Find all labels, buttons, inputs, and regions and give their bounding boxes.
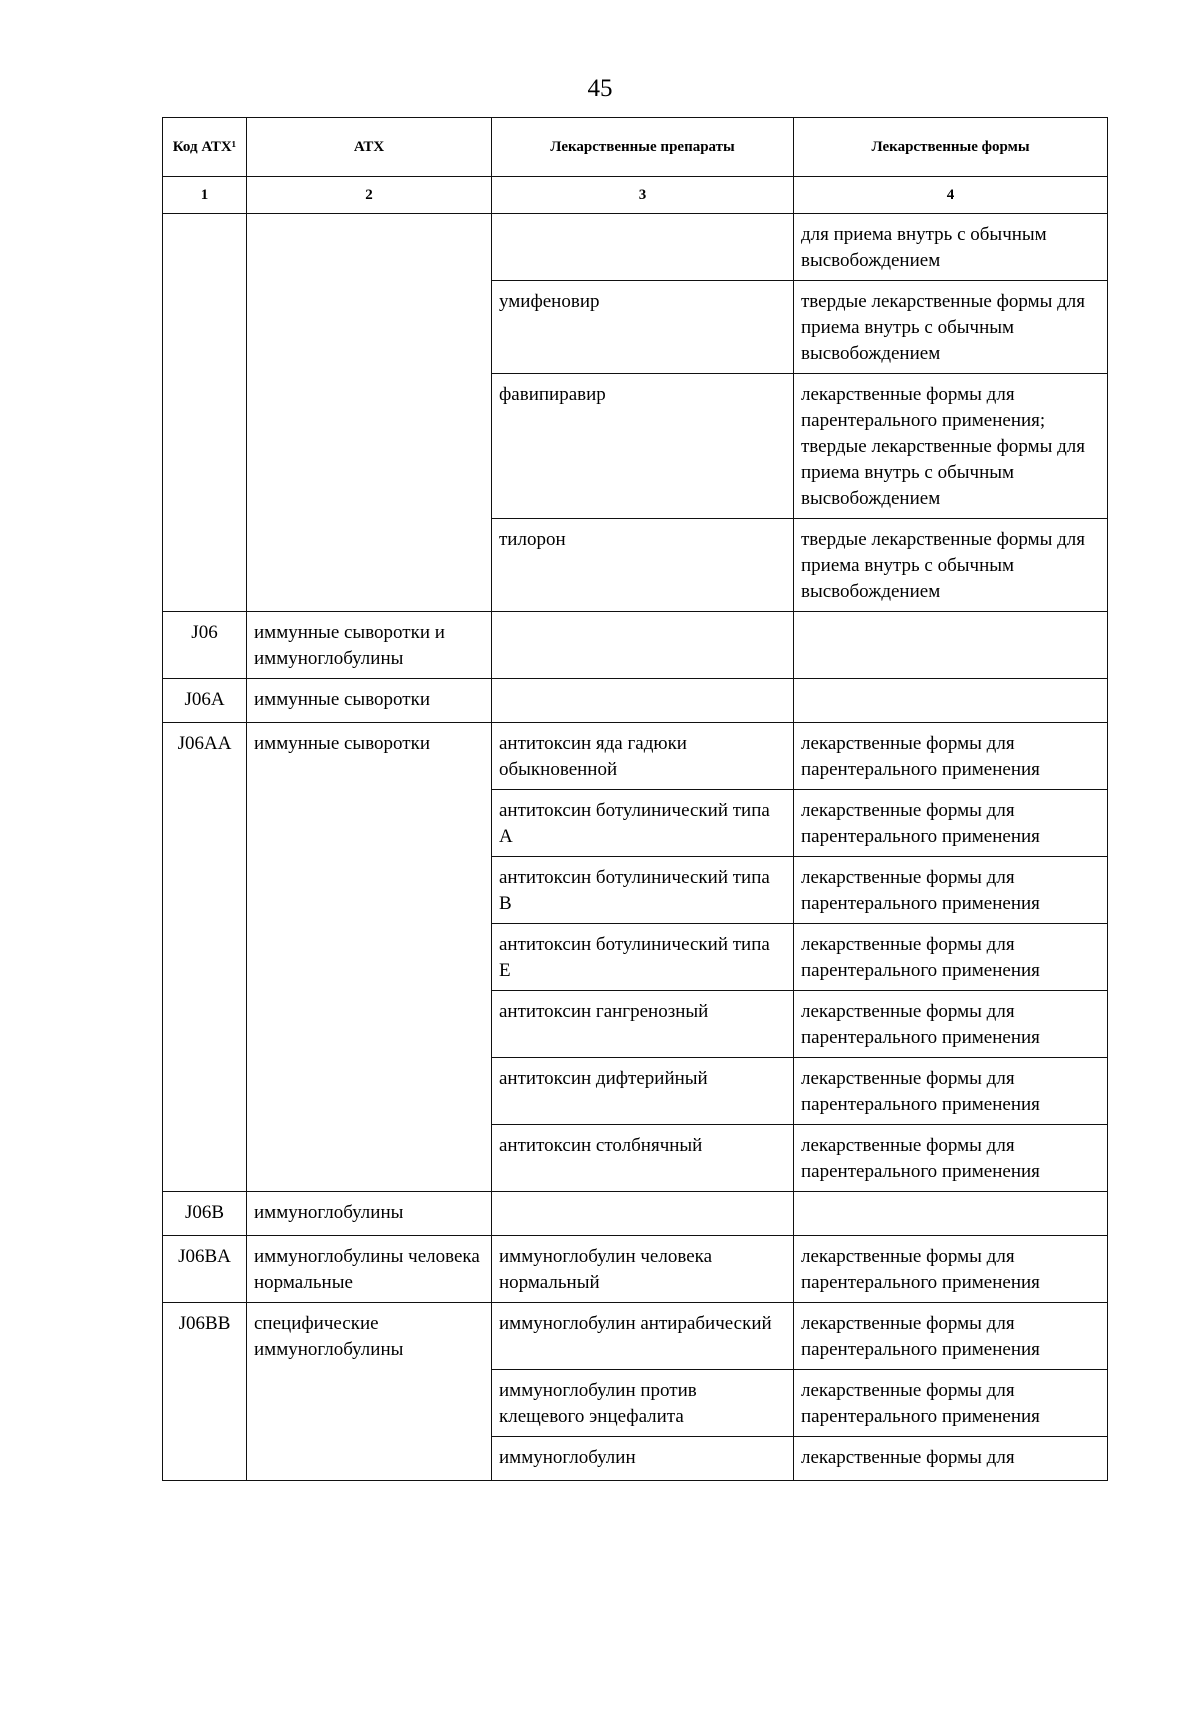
table-row bbox=[163, 612, 1108, 679]
drug-cell: фавипиравир bbox=[492, 374, 794, 519]
drug-cell: иммуноглобулин антирабический bbox=[492, 1303, 794, 1370]
form-cell bbox=[794, 679, 1108, 723]
form-cell: лекарственные формы для парентерального применения bbox=[794, 857, 1108, 924]
form-cell: твердые лекарственные формы для приема внутрь с обычным высвобождением bbox=[794, 281, 1108, 374]
atc-name-cell: иммунные сыворотки bbox=[247, 723, 492, 1192]
atc-code-cell: J06 bbox=[163, 612, 247, 679]
form-cell: лекарственные формы для парентерального применения bbox=[794, 1058, 1108, 1125]
atc-name-cell: иммуноглобулины bbox=[247, 1192, 492, 1236]
atc-code-cell: J06B bbox=[163, 1192, 247, 1236]
form-cell: лекарственные формы для парентерального применения bbox=[794, 1370, 1108, 1437]
drug-cell: антитоксин ботулинический типа B bbox=[492, 857, 794, 924]
column-number: 2 bbox=[247, 177, 492, 214]
atc-name-cell: иммунные сыворотки bbox=[247, 679, 492, 723]
drug-cell bbox=[492, 612, 794, 679]
header-atc: АТХ bbox=[247, 118, 492, 177]
header-forms: Лекарственные формы bbox=[794, 118, 1108, 177]
drug-cell: антитоксин гангренозный bbox=[492, 991, 794, 1058]
drug-cell bbox=[492, 214, 794, 281]
column-number: 1 bbox=[163, 177, 247, 214]
table-row bbox=[163, 723, 1108, 790]
drug-cell: антитоксин ботулинический типа A bbox=[492, 790, 794, 857]
table-row bbox=[163, 1236, 1108, 1303]
drug-cell bbox=[492, 1192, 794, 1236]
form-cell: для приема внутрь с обычным высвобождением bbox=[794, 214, 1108, 281]
atc-name-cell: специфические иммуноглобулины bbox=[247, 1303, 492, 1481]
atc-code-cell: J06A bbox=[163, 679, 247, 723]
drug-cell: антитоксин дифтерийный bbox=[492, 1058, 794, 1125]
drug-cell: иммуноглобулин bbox=[492, 1437, 794, 1481]
column-numbering-row bbox=[163, 177, 1108, 214]
medicines-table bbox=[162, 117, 1108, 1481]
table-row bbox=[163, 1303, 1108, 1370]
atc-code-cell: J06BB bbox=[163, 1303, 247, 1481]
form-cell: лекарственные формы для парентерального применения bbox=[794, 924, 1108, 991]
drug-cell: тилорон bbox=[492, 519, 794, 612]
form-cell: твердые лекарственные формы для приема внутрь с обычным высвобождением bbox=[794, 519, 1108, 612]
column-number: 3 bbox=[492, 177, 794, 214]
form-cell: лекарственные формы для парентерального применения bbox=[794, 991, 1108, 1058]
header-row bbox=[163, 118, 1108, 177]
page-number: 45 bbox=[587, 75, 613, 102]
form-cell: лекарственные формы для парентерального применения bbox=[794, 1125, 1108, 1192]
drug-cell: антитоксин ботулинический типа E bbox=[492, 924, 794, 991]
header-drugs: Лекарственные препараты bbox=[492, 118, 794, 177]
table-row bbox=[163, 1192, 1108, 1236]
column-number: 4 bbox=[794, 177, 1108, 214]
form-cell: лекарственные формы для парентерального применения bbox=[794, 790, 1108, 857]
atc-name-cell bbox=[247, 214, 492, 612]
drug-cell: иммуноглобулин человека нормальный bbox=[492, 1236, 794, 1303]
form-cell: лекарственные формы для bbox=[794, 1437, 1108, 1481]
header-code: Код АТХ¹ bbox=[163, 118, 247, 177]
atc-code-cell: J06AA bbox=[163, 723, 247, 1192]
drug-cell: умифеновир bbox=[492, 281, 794, 374]
form-cell: лекарственные формы для парентерального применения; твердые лекарственные формы для приема внутрь с обычным высвобождением bbox=[794, 374, 1108, 519]
drug-cell: антитоксин яда гадюки обыкновенной bbox=[492, 723, 794, 790]
atc-name-cell: иммуноглобулины человека нормальные bbox=[247, 1236, 492, 1303]
form-cell: лекарственные формы для парентерального применения bbox=[794, 1303, 1108, 1370]
table-row bbox=[163, 679, 1108, 723]
atc-name-cell: иммунные сыворотки и иммуноглобулины bbox=[247, 612, 492, 679]
drug-cell bbox=[492, 679, 794, 723]
form-cell: лекарственные формы для парентерального применения bbox=[794, 1236, 1108, 1303]
form-cell: лекарственные формы для парентерального применения bbox=[794, 723, 1108, 790]
atc-code-cell bbox=[163, 214, 247, 612]
form-cell bbox=[794, 612, 1108, 679]
atc-code-cell: J06BA bbox=[163, 1236, 247, 1303]
table-row bbox=[163, 214, 1108, 281]
drug-cell: иммуноглобулин против клещевого энцефалита bbox=[492, 1370, 794, 1437]
form-cell bbox=[794, 1192, 1108, 1236]
drug-cell: антитоксин столбнячный bbox=[492, 1125, 794, 1192]
